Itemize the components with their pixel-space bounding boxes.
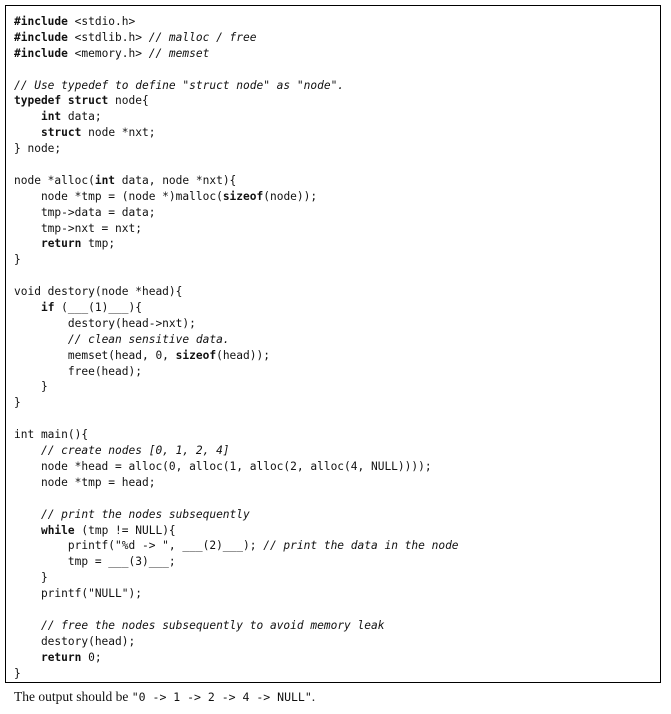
code-text: [14, 126, 41, 139]
code-line: [14, 364, 459, 380]
code-line: [14, 586, 459, 602]
code-line: [14, 62, 459, 78]
code-comment: // print the nodes subsequently: [40, 507, 250, 521]
code-line: [14, 554, 459, 570]
code-line: [14, 221, 459, 237]
code-line: [14, 316, 459, 332]
code-text: tmp->nxt = nxt;: [14, 221, 142, 235]
code-text: [14, 651, 41, 664]
code-line: [14, 332, 459, 348]
code-text: node{: [108, 94, 149, 108]
code-keyword: return: [40, 650, 82, 664]
code-line: [14, 634, 459, 650]
code-text: printf("%d -> ", ___(2)___);: [14, 539, 264, 553]
code-line: [14, 379, 459, 395]
code-text: <stdlib.h>: [67, 30, 149, 44]
code-text: [14, 333, 68, 346]
caption-output: "0 -> 1 -> 2 -> 4 -> NULL": [131, 690, 312, 704]
code-text: node *tmp = (node *)malloc(: [14, 189, 223, 203]
code-line: [14, 252, 459, 268]
caption-suffix: .: [311, 689, 316, 704]
code-line: [14, 602, 459, 618]
code-line: [14, 125, 459, 141]
code-line: [14, 523, 459, 539]
caption-prefix: The output should be: [14, 689, 132, 704]
code-comment: // memset: [148, 46, 210, 60]
code-listing: [14, 14, 459, 681]
code-text: [14, 524, 41, 537]
code-line: [14, 109, 459, 125]
code-text: }: [14, 396, 21, 410]
code-text: [14, 619, 41, 632]
code-text: [14, 508, 41, 521]
code-text: }: [14, 666, 21, 680]
code-line: [14, 427, 459, 443]
code-line: [14, 189, 459, 205]
code-text: <memory.h>: [67, 46, 149, 60]
code-text: node *head = alloc(0, alloc(1, alloc(2, alloc(4, NULL))));: [14, 459, 432, 473]
code-line: [14, 93, 459, 109]
code-keyword: #include: [14, 15, 68, 28]
code-text: memset(head, 0,: [14, 348, 176, 362]
code-text: }: [14, 571, 48, 585]
code-text: tmp = ___(3)___;: [14, 555, 176, 569]
code-keyword: struct: [40, 126, 82, 140]
code-keyword: sizeof: [175, 348, 217, 362]
code-keyword: int: [94, 173, 116, 187]
code-line: [14, 300, 459, 316]
code-comment: // free the nodes subsequently to avoid memory leak: [40, 618, 385, 632]
code-text: [14, 237, 41, 250]
code-text: [14, 444, 41, 457]
code-text: }: [14, 380, 48, 394]
code-line: [14, 30, 459, 46]
code-line: [14, 141, 459, 157]
code-text: (head));: [216, 348, 270, 362]
code-text: } node;: [14, 142, 62, 156]
code-line: [14, 459, 459, 475]
code-line: [14, 173, 459, 189]
code-line: [14, 46, 459, 62]
code-text: }: [14, 253, 21, 267]
code-line: [14, 395, 459, 411]
code-line: [14, 618, 459, 634]
code-line: [14, 14, 459, 30]
code-text: tmp->data = data;: [14, 205, 156, 219]
code-text: [14, 301, 41, 314]
caption: [14, 689, 315, 705]
code-text: (tmp != NULL){: [74, 523, 176, 537]
code-keyword: typedef struct: [14, 94, 109, 108]
code-keyword: if: [40, 301, 55, 315]
code-text: 0;: [81, 650, 102, 664]
code-keyword: sizeof: [222, 189, 264, 203]
code-text: int main(){: [14, 428, 89, 442]
code-comment: // Use typedef to define "struct node" as "node".: [14, 78, 345, 92]
code-text: (___(1)___){: [54, 301, 142, 315]
code-keyword: int: [40, 110, 62, 124]
code-comment: // clean sensitive data.: [67, 332, 230, 346]
code-line: [14, 411, 459, 427]
code-line: [14, 236, 459, 252]
code-comment: // create nodes [0, 1, 2, 4]: [40, 444, 230, 458]
code-line: [14, 507, 459, 523]
code-line: [14, 443, 459, 459]
code-line: [14, 268, 459, 284]
code-keyword: while: [40, 523, 75, 537]
code-text: data, node *nxt){: [115, 173, 237, 187]
code-text: <stdio.h>: [67, 15, 136, 28]
code-line: [14, 78, 459, 94]
code-comment: // print the data in the node: [263, 539, 459, 553]
code-text: free(head);: [14, 364, 142, 378]
code-text: void destory(node *head){: [14, 285, 183, 299]
code-text: destory(head->nxt);: [14, 316, 196, 330]
code-keyword: #include: [14, 30, 68, 44]
code-text: printf("NULL");: [14, 587, 142, 601]
code-text: data;: [61, 110, 102, 124]
code-text: [14, 110, 41, 123]
code-line: [14, 650, 459, 666]
code-text: destory(head);: [14, 634, 136, 648]
code-line: [14, 570, 459, 586]
code-line: [14, 205, 459, 221]
code-text: node *nxt;: [81, 126, 156, 140]
code-line: [14, 491, 459, 507]
code-keyword: return: [40, 237, 82, 251]
code-line: [14, 475, 459, 491]
code-text: node *alloc(: [14, 173, 95, 187]
code-line: [14, 284, 459, 300]
code-text: tmp;: [81, 237, 116, 251]
code-listing-box: [5, 5, 661, 683]
code-line: [14, 666, 459, 682]
code-keyword: #include: [14, 46, 68, 60]
code-comment: // malloc / free: [148, 30, 257, 44]
code-text: node *tmp = head;: [14, 475, 156, 489]
code-line: [14, 157, 459, 173]
code-line: [14, 348, 459, 364]
code-line: [14, 538, 459, 554]
code-text: (node));: [263, 189, 318, 203]
